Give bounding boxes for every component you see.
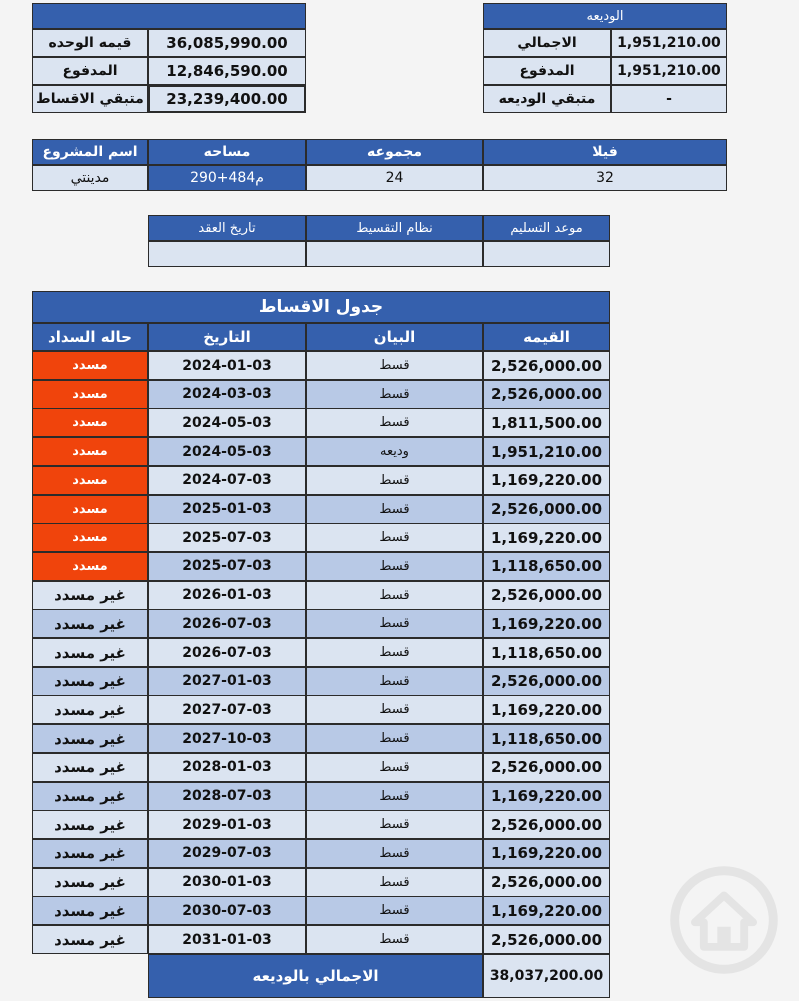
schedule-cell-date: 2030-01-03	[148, 868, 306, 897]
deposit-paid-label: المدفوع	[483, 57, 611, 85]
schedule-cell-date: 2024-07-03	[148, 466, 306, 495]
schedule-cell-date: 2026-01-03	[148, 581, 306, 610]
house-logo-icon	[668, 864, 780, 976]
schedule-cell-date: 2025-01-03	[148, 495, 306, 524]
schedule-cell-desc: وديعه	[306, 437, 483, 466]
schedule-cell-date: 2031-01-03	[148, 925, 306, 954]
area-value: 290+484م	[148, 165, 306, 191]
header-group: مجموعه	[306, 139, 483, 165]
schedule-cell-status: غير مسدد	[32, 868, 148, 897]
contract-date-value	[148, 241, 306, 267]
schedule-cell-status: غير مسدد	[32, 724, 148, 753]
group-number: 24	[306, 165, 483, 191]
header-area: مساحه	[148, 139, 306, 165]
schedule-cell-value: 1,169,220.00	[483, 782, 610, 811]
schedule-cell-value: 2,526,000.00	[483, 495, 610, 524]
schedule-cell-status: غير مسدد	[32, 667, 148, 696]
project-name: مدينتي	[32, 165, 148, 191]
deposit-total-label: الاجمالي	[483, 29, 611, 57]
paid-value: 12,846,590.00	[148, 57, 306, 85]
schedule-cell-desc: قسط	[306, 782, 483, 811]
schedule-cell-desc: قسط	[306, 552, 483, 581]
schedule-cell-date: 2027-01-03	[148, 667, 306, 696]
header-contract-date: تاريخ العقد	[148, 215, 306, 241]
schedule-cell-date: 2028-07-03	[148, 782, 306, 811]
remaining-installments-value: 23,239,400.00	[148, 85, 306, 113]
schedule-cell-date: 2024-01-03	[148, 351, 306, 380]
schedule-cell-value: 1,169,220.00	[483, 466, 610, 495]
schedule-cell-desc: قسط	[306, 581, 483, 610]
schedule-cell-status: مسدد	[32, 380, 148, 409]
schedule-cell-date: 2024-05-03	[148, 437, 306, 466]
schedule-cell-value: 2,526,000.00	[483, 925, 610, 954]
schedule-cell-desc: قسط	[306, 695, 483, 724]
villa-number: 32	[483, 165, 727, 191]
col-header-value: القيمه	[483, 323, 610, 351]
schedule-cell-value: 1,118,650.00	[483, 724, 610, 753]
deposit-remaining-label: متبقي الوديعه	[483, 85, 611, 113]
schedule-cell-desc: قسط	[306, 753, 483, 782]
schedule-cell-date: 2027-07-03	[148, 695, 306, 724]
schedule-cell-status: غير مسدد	[32, 839, 148, 868]
schedule-cell-status: غير مسدد	[32, 695, 148, 724]
schedule-cell-value: 1,951,210.00	[483, 437, 610, 466]
schedule-cell-status: غير مسدد	[32, 810, 148, 839]
schedule-cell-date: 2026-07-03	[148, 638, 306, 667]
schedule-cell-desc: قسط	[306, 408, 483, 437]
schedule-cell-desc: قسط	[306, 638, 483, 667]
unit-price-label: قيمه الوحده	[32, 29, 148, 57]
schedule-cell-desc: قسط	[306, 351, 483, 380]
schedule-cell-status: غير مسدد	[32, 782, 148, 811]
col-header-description: البيان	[306, 323, 483, 351]
schedule-cell-value: 2,526,000.00	[483, 667, 610, 696]
header-delivery-date: موعد التسليم	[483, 215, 610, 241]
schedule-cell-desc: قسط	[306, 466, 483, 495]
schedule-cell-value: 1,811,500.00	[483, 408, 610, 437]
schedule-cell-desc: قسط	[306, 380, 483, 409]
schedule-cell-date: 2025-07-03	[148, 523, 306, 552]
schedule-cell-status: مسدد	[32, 552, 148, 581]
schedule-cell-value: 1,169,220.00	[483, 839, 610, 868]
schedule-cell-date: 2029-07-03	[148, 839, 306, 868]
schedule-cell-value: 2,526,000.00	[483, 581, 610, 610]
grand-total-value: 38,037,200.00	[483, 954, 610, 998]
schedule-cell-status: غير مسدد	[32, 609, 148, 638]
schedule-cell-value: 2,526,000.00	[483, 868, 610, 897]
schedule-cell-desc: قسط	[306, 495, 483, 524]
unit-summary-header-bar	[32, 3, 306, 29]
installment-plan-value	[306, 241, 483, 267]
grand-total-label: الاجمالي بالوديعه	[148, 954, 483, 998]
deposit-total-value: 1,951,210.00	[611, 29, 727, 57]
schedule-cell-desc: قسط	[306, 925, 483, 954]
schedule-cell-desc: قسط	[306, 839, 483, 868]
schedule-cell-desc: قسط	[306, 609, 483, 638]
schedule-cell-status: غير مسدد	[32, 581, 148, 610]
paid-label: المدفوع	[32, 57, 148, 85]
header-project-name: اسم المشروع	[32, 139, 148, 165]
schedule-cell-status: غير مسدد	[32, 896, 148, 925]
deposit-remaining-value: -	[611, 85, 727, 113]
header-installment-plan: نظام التقسيط	[306, 215, 483, 241]
schedule-cell-desc: قسط	[306, 868, 483, 897]
schedule-cell-status: مسدد	[32, 408, 148, 437]
schedule-cell-status: مسدد	[32, 351, 148, 380]
schedule-cell-value: 2,526,000.00	[483, 753, 610, 782]
schedule-cell-status: مسدد	[32, 466, 148, 495]
schedule-cell-desc: قسط	[306, 667, 483, 696]
schedule-cell-date: 2027-10-03	[148, 724, 306, 753]
schedule-cell-status: غير مسدد	[32, 925, 148, 954]
schedule-cell-value: 2,526,000.00	[483, 810, 610, 839]
schedule-cell-value: 1,118,650.00	[483, 552, 610, 581]
schedule-cell-desc: قسط	[306, 896, 483, 925]
schedule-cell-date: 2025-07-03	[148, 552, 306, 581]
schedule-cell-value: 1,118,650.00	[483, 638, 610, 667]
remaining-installments-label: متبقي الاقساط	[32, 85, 148, 113]
schedule-cell-desc: قسط	[306, 810, 483, 839]
col-header-payment-status: حاله السداد	[32, 323, 148, 351]
schedule-cell-status: غير مسدد	[32, 753, 148, 782]
schedule-cell-desc: قسط	[306, 724, 483, 753]
deposit-title: الوديعه	[483, 3, 727, 29]
header-villa: فيلا	[483, 139, 727, 165]
schedule-cell-date: 2029-01-03	[148, 810, 306, 839]
delivery-date-value	[483, 241, 610, 267]
schedule-cell-date: 2030-07-03	[148, 896, 306, 925]
schedule-cell-status: مسدد	[32, 495, 148, 524]
schedule-cell-value: 2,526,000.00	[483, 351, 610, 380]
schedule-cell-date: 2026-07-03	[148, 609, 306, 638]
schedule-cell-date: 2028-01-03	[148, 753, 306, 782]
schedule-cell-date: 2024-03-03	[148, 380, 306, 409]
schedule-cell-value: 1,169,220.00	[483, 609, 610, 638]
schedule-cell-status: غير مسدد	[32, 638, 148, 667]
schedule-cell-date: 2024-05-03	[148, 408, 306, 437]
col-header-date: التاريخ	[148, 323, 306, 351]
schedule-title: جدول الاقساط	[32, 291, 610, 323]
schedule-cell-value: 1,169,220.00	[483, 523, 610, 552]
deposit-paid-value: 1,951,210.00	[611, 57, 727, 85]
schedule-cell-value: 2,526,000.00	[483, 380, 610, 409]
schedule-cell-value: 1,169,220.00	[483, 896, 610, 925]
unit-price-value: 36,085,990.00	[148, 29, 306, 57]
schedule-cell-status: مسدد	[32, 523, 148, 552]
schedule-cell-status: مسدد	[32, 437, 148, 466]
schedule-cell-value: 1,169,220.00	[483, 695, 610, 724]
schedule-cell-desc: قسط	[306, 523, 483, 552]
